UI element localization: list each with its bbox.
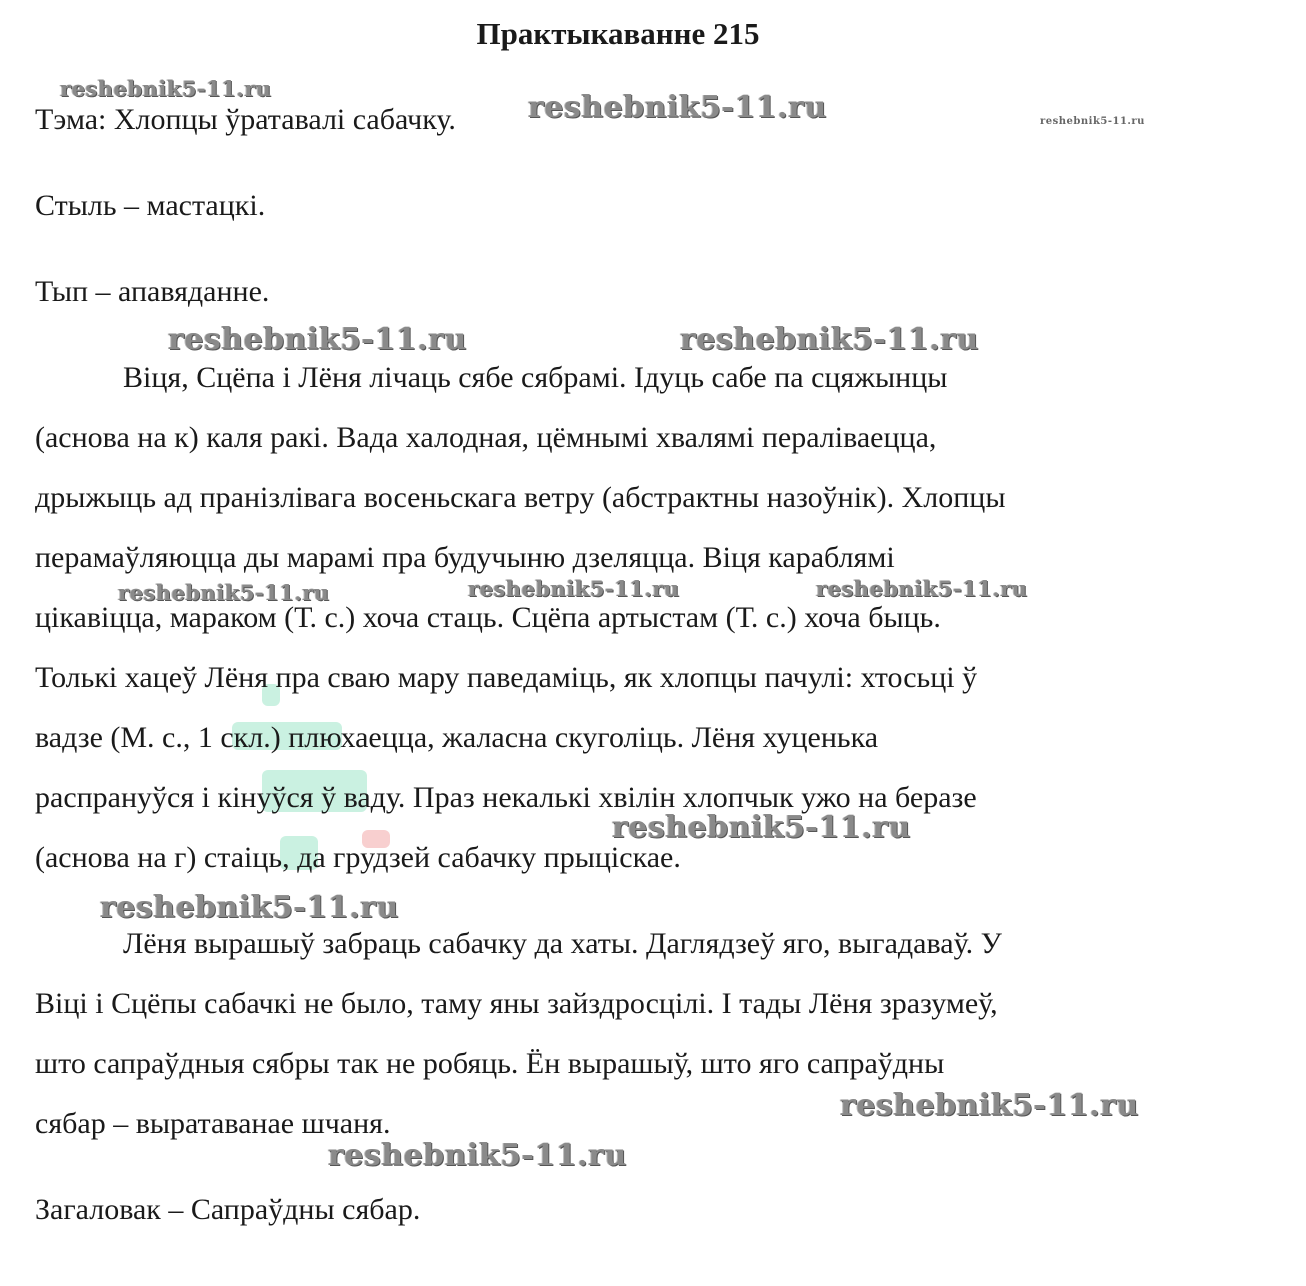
paragraph1-line: Віця, Сцёпа і Лёня лічаць сябе сябрамі. Ідуць сабе па сцяжынцы [123, 361, 948, 394]
watermark: reshebnik5-11.ru [60, 76, 272, 101]
watermark: reshebnik5-11.ru [680, 322, 979, 357]
watermark: reshebnik5-11.ru [1040, 116, 1145, 127]
watermark: reshebnik5-11.ru [468, 576, 680, 601]
paragraph1-line: цікавіцца, мараком (Т. с.) хоча стаць. Сцёпа артыстам (Т. с.) хоча быць. [35, 601, 941, 634]
paragraph1-line: Толькі хацеў Лёня пра сваю мару паведаміць, як хлопцы пачулі: хтосьці ў [35, 661, 978, 694]
watermark: reshebnik5-11.ru [840, 1088, 1139, 1123]
type-line: Тып – апавяданне. [35, 275, 270, 308]
paragraph2-line: сябар – выратаванае шчаня. [35, 1107, 391, 1140]
paragraph2-line: што сапраўдныя сябры так не робяць. Ён вырашыў, што яго сапраўдны [35, 1047, 945, 1080]
page-title: Практыкаванне 215 [476, 16, 760, 51]
paragraph1-line: перамаўляюцца ды марамі пра будучыню дзеляцца. Віця караблямі [35, 541, 895, 574]
paragraph1-line: (аснова на к) каля ракі. Вада халодная, цёмнымі хвалямі пераліваецца, [35, 421, 937, 454]
watermark: reshebnik5-11.ru [816, 576, 1028, 601]
paragraph1-line: вадзе (М. с., 1 скл.) плюхаецца, жаласна скуголіць. Лёня хуценька [35, 721, 879, 754]
topic-line: Тэма: Хлопцы ўратавалі сабачку. [35, 103, 456, 136]
watermark: reshebnik5-11.ru [612, 810, 911, 845]
paragraph1-line: дрыжыць ад пранізлівага восеньскага ветру (абстрактны назоўнік). Хлопцы [35, 481, 1006, 514]
watermark: reshebnik5-11.ru [168, 322, 467, 357]
paragraph1-line: (аснова на г) стаіць, да грудзей сабачку прыціскае. [35, 841, 681, 874]
watermark: reshebnik5-11.ru [100, 890, 399, 925]
style-line: Стыль – мастацкі. [35, 189, 266, 222]
watermark: reshebnik5-11.ru [118, 580, 330, 605]
paragraph1-line: распрануўся і кінуўся ў ваду. Праз некалькі хвілін хлопчык ужо на беразе [35, 781, 977, 814]
watermark: reshebnik5-11.ru [328, 1138, 627, 1173]
headline-line: Загаловак – Сапраўдны сябар. [35, 1193, 421, 1226]
paragraph2-line: Лёня вырашыў забраць сабачку да хаты. Даглядзеў яго, выгадаваў. У [123, 927, 1002, 960]
paragraph2-line: Віці і Сцёпы сабачкі не было, таму яны зайздросцілі. І тады Лёня зразумеў, [35, 987, 998, 1020]
watermark: reshebnik5-11.ru [528, 90, 827, 125]
